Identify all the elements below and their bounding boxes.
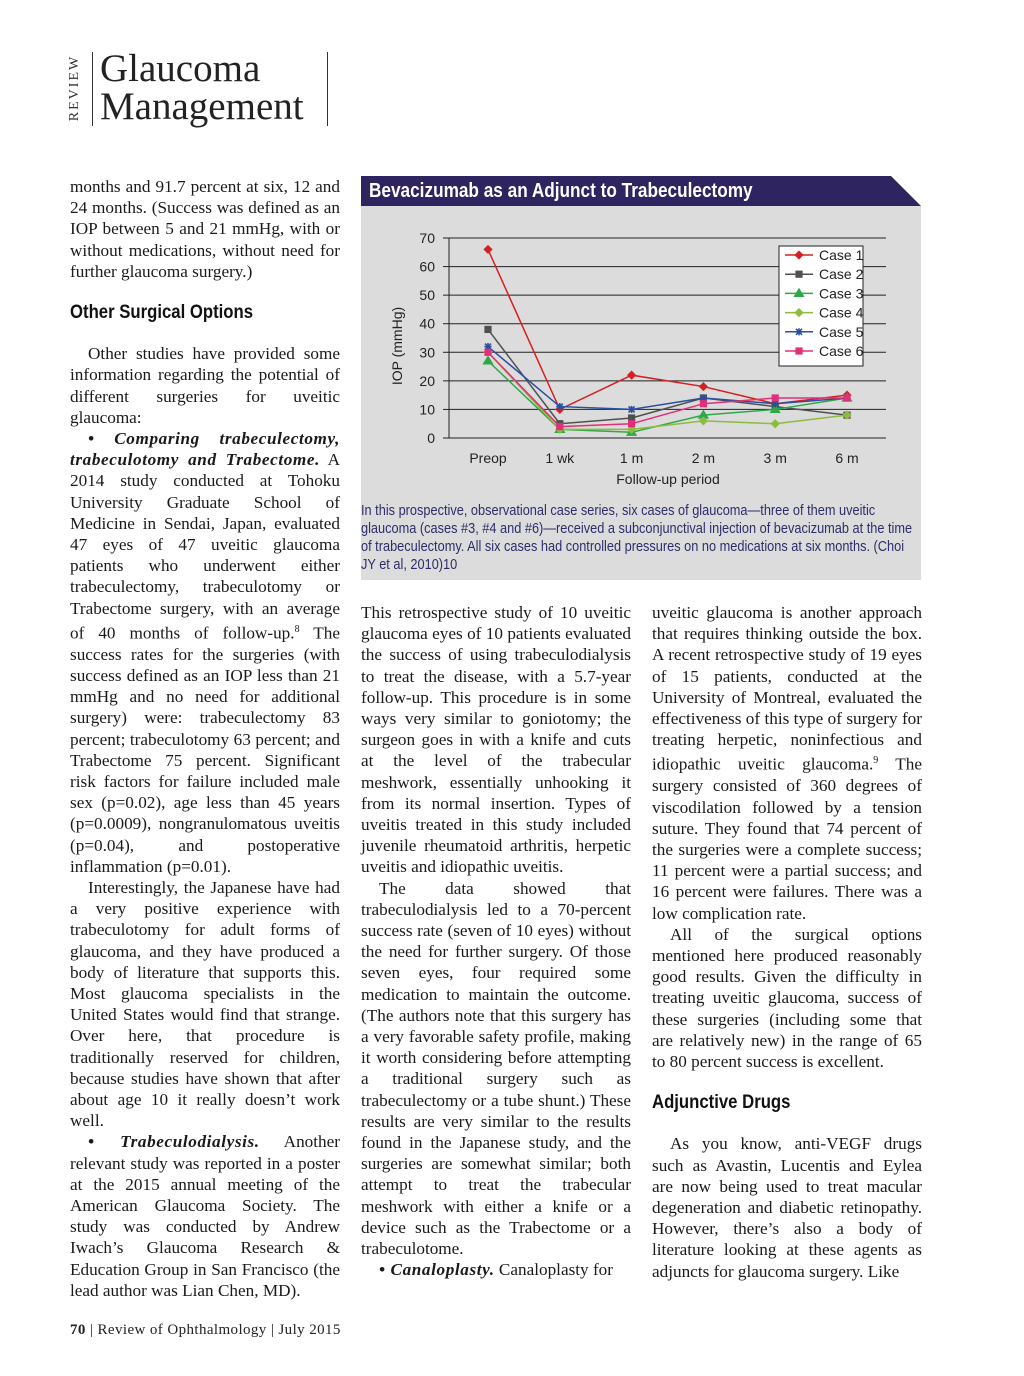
paragraph: uveitic glaucoma is another approach that requires thinking outside the box. A recent retrospective study of 19 eyes of 15 patients, conducted at the University of Montreal, evaluated the effectiveness of this type of surgery for treating herpetic, noninfectious and idiopathic uveitic glaucoma.$^9$ The surgery consisted of 360 degrees of viscodilation followed by a tension suture. They found that 74 percent of the surgeries were a complete success; 11 percent were a partial success; and 16 percent were failures. There was a low complication rate. [652,603,922,923]
figure-box [361,176,921,580]
issue-date: July 2015 [278,1322,341,1338]
paragraph: This retrospective study of 10 uveitic glaucoma eyes of 10 patients evaluated the success of using trabeculodialysis to treat the disease, with a 5.7-year follow-up. This procedure is in some ways very similar to goniotomy; the surgeon goes in with a knife and cuts at the level of the trabecular meshwork, essentially unhooking it from its normal insertion. Types of uveitis treated in this study included juvenile rheumatoid arthritis, herpetic uveitis and idiopathic uveitis. [361,603,631,877]
y-axis-label: IOP (mmHg) [389,306,405,386]
x-tick-label: 6 m [835,450,859,466]
data-point [699,382,708,391]
data-point [556,423,563,430]
y-tick-label: 70 [419,230,435,246]
paragraph: As you know, anti-VEGF drugs such as Avastin, Lucentis and Eylea are now being used to treat macular degeneration and diabetic retinopathy. However, there’s also a body of literature looking at these agents as adjuncts for glaucoma surgery. Like [652,1134,922,1281]
data-point [484,349,491,356]
legend-label: Case 1 [819,247,864,263]
x-axis-label: Follow-up period [616,471,720,487]
paragraph: Other studies have provided some information regarding the potential of different surgeries for uveitic glaucoma: [70,344,340,427]
page-footer: 70 | Review of Ophthalmology | July 2015 [70,1322,341,1338]
paragraph: The data showed that trabeculodialysis led to a 70-percent success rate (seven of 10 eyes) without the need for further surgery. Of those seven eyes, four required some medication to maintain the outcome. (The authors note that this surgery has a very favorable safety profile, making it worth considering before attempting a traditional surgery such as trabeculectomy or a tube shunt.) These results are very similar to the results found in the Japanese study, and the surgeries are somewhat similar; both attempt to treat the trabecular meshwork with either a knife or a device such as the Trabectome or a trabeculotome. [361,878,631,1259]
x-tick-label: 1 m [619,450,644,466]
data-point [628,406,635,413]
legend-marker [795,328,802,335]
data-point [700,400,707,407]
paragraph: months and 91.7 percent at six, 12 and 24 months. (Success was defined as an IOP between 5 and 21 mmHg, with or without medications, without need for further glaucoma surgery.) [70,177,340,281]
data-point [484,326,491,333]
bullet-comparing-trabeculectomy: • Comparing trabeculectomy, trabeculotomy and Trabectome. A 2014 study conducted at Tohoku University Graduate School of Medicine in Sendai, Japan, evaluated 47 eyes of 47 uveitic glaucoma patients who underwent either trabeculectomy, trabeculotomy or Trabectome surgery, with an average of 40 months of follow-up.$^8$ The success rates for the surgeries (with success defined as an IOP less than 21 mmHg and no need for additional surgery) were: trabeculectomy 83 percent; trabeculotomy 63 percent; and Trabectome 75 percent. Significant risk factors for failure included male sex (p=0.02), age less than 45 years (p=0.0009), nongranulomatous uveitis (p=0.04), and postoperative inflammation (p=0.01). [70,429,340,876]
figure-caption: In this prospective, observational case series, six cases of glaucoma—three of them uveitic glaucoma (cases #3, #4 and #6)—received a subconjunctival injection of bevacizumab at the time of trabeculectomy. All six cases had controlled pressures on no medications at six months. (Choi JY et al, 2010)10 [361,503,913,573]
data-point [628,420,635,427]
header-divider-right [327,52,328,126]
data-point [771,419,780,428]
y-tick-label: 0 [427,430,435,446]
paragraph: Interestingly, the Japanese have had a very positive experience with trabeculotomy for adult forms of glaucoma, and they have produced a body of literature that supports this. Most glaucoma specialists in the United States would find that strange. Over here, that procedure is traditionally reserved for children, because studies have shown that after about age 10 it really doesn’t work well. [70,878,340,1131]
section-heading-other-surgical-options: Other Surgical Options [70,302,254,324]
y-tick-label: 10 [419,401,435,418]
x-tick-label: Preop [469,450,507,466]
bullet-canaloplasty: • Canaloplasty. Canaloplasty for [379,1260,613,1280]
header-divider-left [92,52,93,126]
legend-label: Case 4 [819,304,864,321]
y-tick-label: 60 [419,258,435,275]
section-label: REVIEW [67,54,82,122]
page-title: Glaucoma Management [100,47,304,128]
x-tick-label: 3 m [763,450,787,466]
figure-title: Bevacizumab as an Adjunct to Trabeculectomy [369,180,753,202]
y-tick-label: 40 [419,315,435,332]
figure-banner-fold [891,176,921,206]
data-point [772,394,779,401]
y-tick-label: 20 [419,372,435,389]
bullet-trabeculodialysis: • Trabeculodialysis. Another relevant study was reported in a poster at the 2015 annual meeting of the American Glaucoma Society. The study was conducted by Andrew Iwach’s Glaucoma Research & Education Group in San Francisco (the lead author was Lian Chen, MD). [70,1132,340,1300]
legend-marker [795,271,802,278]
data-point [556,403,563,410]
y-tick-label: 30 [419,344,435,361]
data-point [843,394,850,401]
right-column [652,602,922,1282]
middle-column [361,602,631,1281]
section-heading-adjunctive-drugs: Adjunctive Drugs [652,1092,791,1114]
iop-line-chart [361,206,921,506]
legend-label: Case 2 [819,266,864,283]
data-point [627,371,636,380]
x-tick-label: 2 m [691,450,716,466]
paragraph: All of the surgical options mentioned here produced reasonably good results. Given the difficulty in treating uveitic glaucoma, success of these surgeries (including some that are relatively new) in the range of 65 to 80 percent success is excellent. [652,924,922,1071]
y-tick-label: 50 [419,287,435,304]
left-column [70,176,340,1301]
legend-label: Case 6 [819,343,864,359]
legend-label: Case 3 [819,285,864,302]
legend-marker [795,347,802,354]
legend-label: Case 5 [819,323,864,340]
journal-name: Review of Ophthalmology [97,1322,267,1338]
x-tick-label: 1 wk [545,450,575,466]
page-number: 70 [70,1322,86,1338]
data-point [483,245,492,254]
